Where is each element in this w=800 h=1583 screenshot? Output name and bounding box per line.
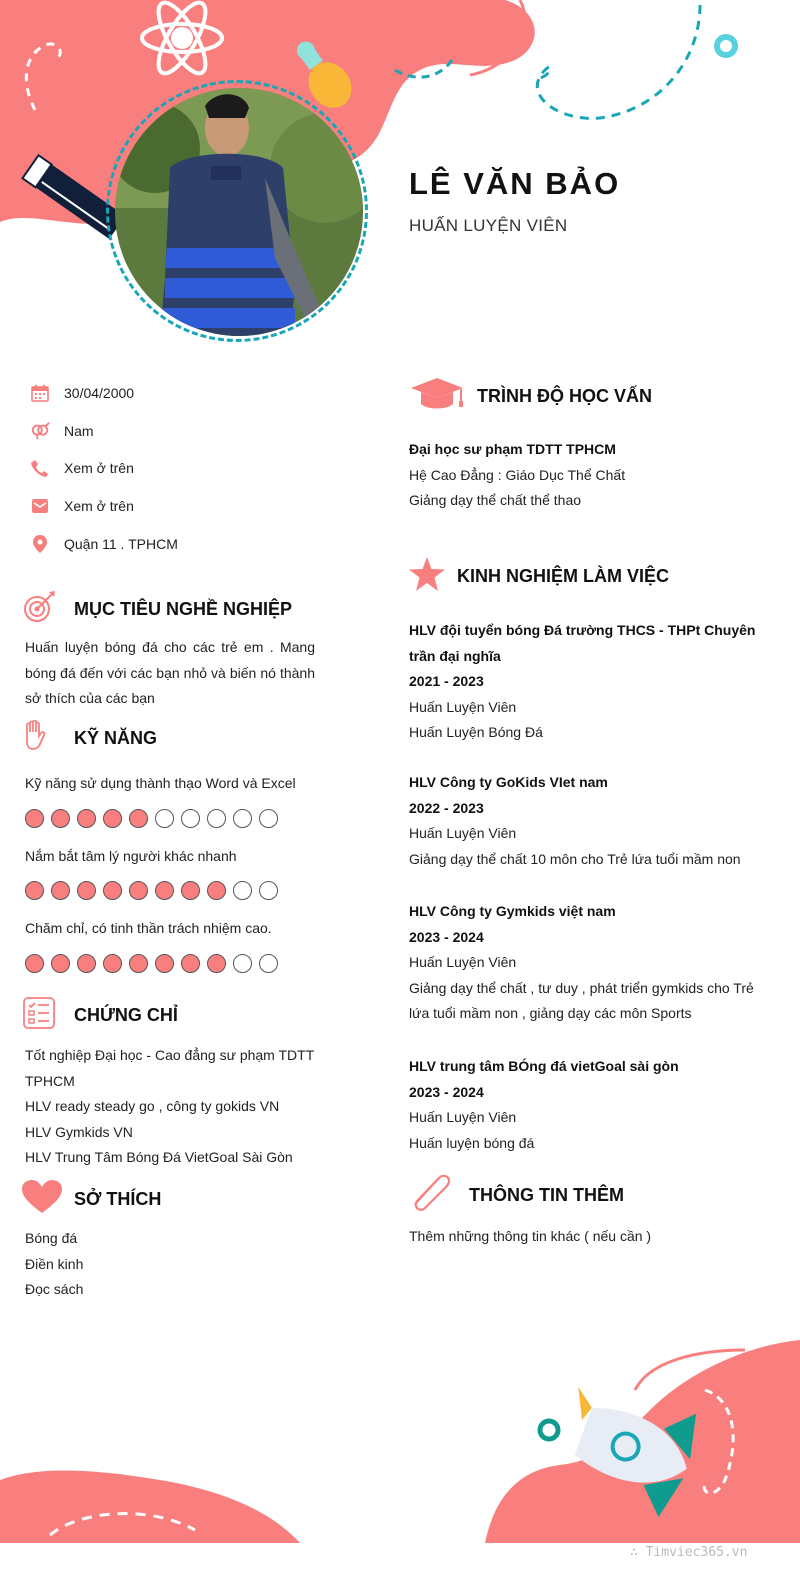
calendar-icon (30, 383, 50, 403)
skills-header (22, 720, 157, 757)
rating-dot-filled (103, 954, 122, 973)
rating-dot-filled (207, 881, 226, 900)
job-period: 2022 - 2023 (409, 799, 484, 816)
rating-dot-filled (77, 954, 96, 973)
education-body (409, 437, 769, 514)
phone-text: Xem ở trên (64, 460, 134, 476)
star-icon (409, 557, 457, 596)
candidate-name: LÊ VĂN BẢO (409, 166, 621, 201)
extra-title: THÔNG TIN THÊM (469, 1185, 624, 1205)
rating-dot-empty (233, 809, 252, 828)
rating-dot-filled (129, 809, 148, 828)
rating-dot-filled (25, 809, 44, 828)
hobbies-list (25, 1226, 315, 1303)
experience-title: KINH NGHIỆM LÀM VIỆC (457, 566, 670, 586)
rating-dot-filled (129, 881, 148, 900)
skill-label: Kỹ năng sử dụng thành thạo Word và Excel (25, 775, 296, 791)
phone-icon (30, 458, 50, 478)
job-company: HLV Công ty GoKids VIet nam (409, 774, 608, 790)
job-description: Huấn Luyện Bóng Đá (409, 724, 543, 740)
rating-dot-filled (77, 881, 96, 900)
bottom-left-blob (0, 1471, 300, 1543)
skill-label: Nắm bắt tâm lý người khác nhanh (25, 848, 237, 864)
rating-dot-filled (155, 954, 174, 973)
job-position: Huấn Luyện Viên (409, 954, 517, 970)
job-description: Huấn luyện bóng đá (409, 1134, 535, 1151)
target-icon (22, 590, 74, 629)
objective-title: MỤC TIÊU NGHỀ NGHIỆP (74, 599, 293, 619)
candidate-role: HUẤN LUYỆN VIÊN (409, 216, 568, 235)
rating-dot-filled (155, 881, 174, 900)
certificates-list (25, 1043, 315, 1171)
job-position: Huấn Luyện Viên (409, 825, 517, 841)
education-title: TRÌNH ĐỘ HỌC VẤN (477, 386, 652, 406)
skill-rating (25, 809, 278, 828)
rating-dot-filled (181, 954, 200, 973)
objective-header (22, 590, 292, 629)
education-school: Đại học sư phạm TDTT TPHCM (409, 441, 616, 457)
education-header (409, 376, 652, 417)
hobby-line: Bóng đá (25, 1230, 78, 1246)
job-position: Huấn Luyện Viên (409, 698, 517, 715)
education-line: Hệ Cao Đẳng : Giáo Dục Thể Chất (409, 466, 626, 483)
rating-dot-empty (259, 954, 278, 973)
certificates-header (22, 997, 178, 1034)
contact-gender (30, 421, 94, 441)
rating-dot-filled (129, 954, 148, 973)
gender-icon (30, 421, 50, 441)
job-position: Huấn Luyện Viên (409, 1109, 517, 1125)
graduation-cap-icon (409, 376, 477, 417)
checklist-icon (22, 997, 74, 1034)
certificate-line: HLV Trung Tâm Bóng Đá VietGoal Sài Gòn (25, 1149, 293, 1165)
job-description: Giảng dạy thể chất , tư duy , phát triển gymkids cho Trẻ lứa tuổi mầm non , giảng dạy các môn Sports (409, 979, 754, 1021)
experience-header (409, 557, 669, 596)
job-period: 2023 - 2024 (409, 1083, 484, 1100)
rating-dot-filled (51, 954, 70, 973)
rating-dot-filled (51, 809, 70, 828)
job-company: HLV đội tuyển bóng Đá trường THCS - THPt Chuyên trần đại nghĩa (409, 622, 756, 664)
hobby-line: Điền kinh (25, 1255, 84, 1272)
location-text: Quận 11 . TPHCM (64, 536, 178, 552)
dashed-swirl-right (535, 5, 700, 118)
contact-location (30, 534, 178, 554)
rating-dot-filled (103, 881, 122, 900)
contact-email (30, 496, 134, 516)
certificate-line: Tốt nghiệp Đại học - Cao đẳng sư phạm TDTT (25, 1047, 315, 1063)
rating-dot-empty (233, 881, 252, 900)
hobby-line: Đọc sách (25, 1281, 84, 1297)
job-entry (409, 1054, 769, 1156)
rating-dot-empty (155, 809, 174, 828)
job-period: 2023 - 2024 (409, 928, 484, 945)
certificate-line: TPHCM (25, 1072, 75, 1089)
rating-dot-filled (25, 881, 44, 900)
hand-icon (22, 720, 74, 757)
job-entry (409, 618, 769, 746)
extra-header (409, 1174, 624, 1217)
rating-dot-filled (207, 954, 226, 973)
job-period: 2021 - 2023 (409, 673, 484, 689)
extra-text: Thêm những thông tin khác ( nếu cần ) (409, 1228, 652, 1244)
rating-dot-empty (259, 809, 278, 828)
certificate-line: HLV Gymkids VN (25, 1123, 133, 1140)
rating-dot-filled (51, 881, 70, 900)
rating-dot-empty (233, 954, 252, 973)
skill-rating (25, 954, 278, 973)
education-line: Giảng dạy thể chất thể thao (409, 492, 582, 508)
job-company: HLV trung tâm BÓng đá vietGoal sài gòn (409, 1058, 679, 1074)
watermark: ∴ Timviec365.vn (630, 1545, 748, 1560)
rating-dot-empty (207, 809, 226, 828)
email-icon (30, 496, 50, 516)
rating-dot-filled (103, 809, 122, 828)
location-icon (30, 534, 50, 554)
ring-decoration (717, 37, 735, 55)
skill-rating (25, 881, 278, 900)
job-entry (409, 770, 769, 872)
hobbies-header (22, 1180, 161, 1219)
job-description: Giảng dạy thể chất 10 môn cho Trẻ lứa tuổi mầm non (409, 850, 741, 867)
job-company: HLV Công ty Gymkids việt nam (409, 903, 616, 919)
birthdate-text: 30/04/2000 (64, 385, 135, 401)
certificate-line: HLV ready steady go , công ty gokids VN (25, 1098, 280, 1114)
profile-photo (115, 88, 363, 336)
certificates-title: CHỨNG CHỈ (74, 1005, 178, 1025)
heart-icon (22, 1180, 74, 1219)
gender-text: Nam (64, 423, 94, 439)
rating-dot-filled (181, 881, 200, 900)
hobbies-title: SỞ THÍCH (74, 1189, 162, 1209)
skill-label: Chăm chỉ, có tinh thần trách nhiệm cao. (25, 920, 272, 936)
rating-dot-empty (259, 881, 278, 900)
job-entry (409, 899, 765, 1027)
contact-birthdate (30, 383, 134, 403)
rating-dot-filled (77, 809, 96, 828)
email-text: Xem ở trên (64, 498, 134, 514)
ring-decoration-bottom (540, 1421, 558, 1439)
skills-title: KỸ NĂNG (74, 728, 158, 748)
paperclip-icon (409, 1174, 469, 1217)
rating-dot-empty (181, 809, 200, 828)
objective-text: Huấn luyện bóng đá cho các trẻ em . Mang bóng đá đến với các bạn nhỏ và biến nó thành sở thích của các bạn (25, 639, 315, 706)
contact-phone (30, 458, 134, 478)
rating-dot-filled (25, 954, 44, 973)
